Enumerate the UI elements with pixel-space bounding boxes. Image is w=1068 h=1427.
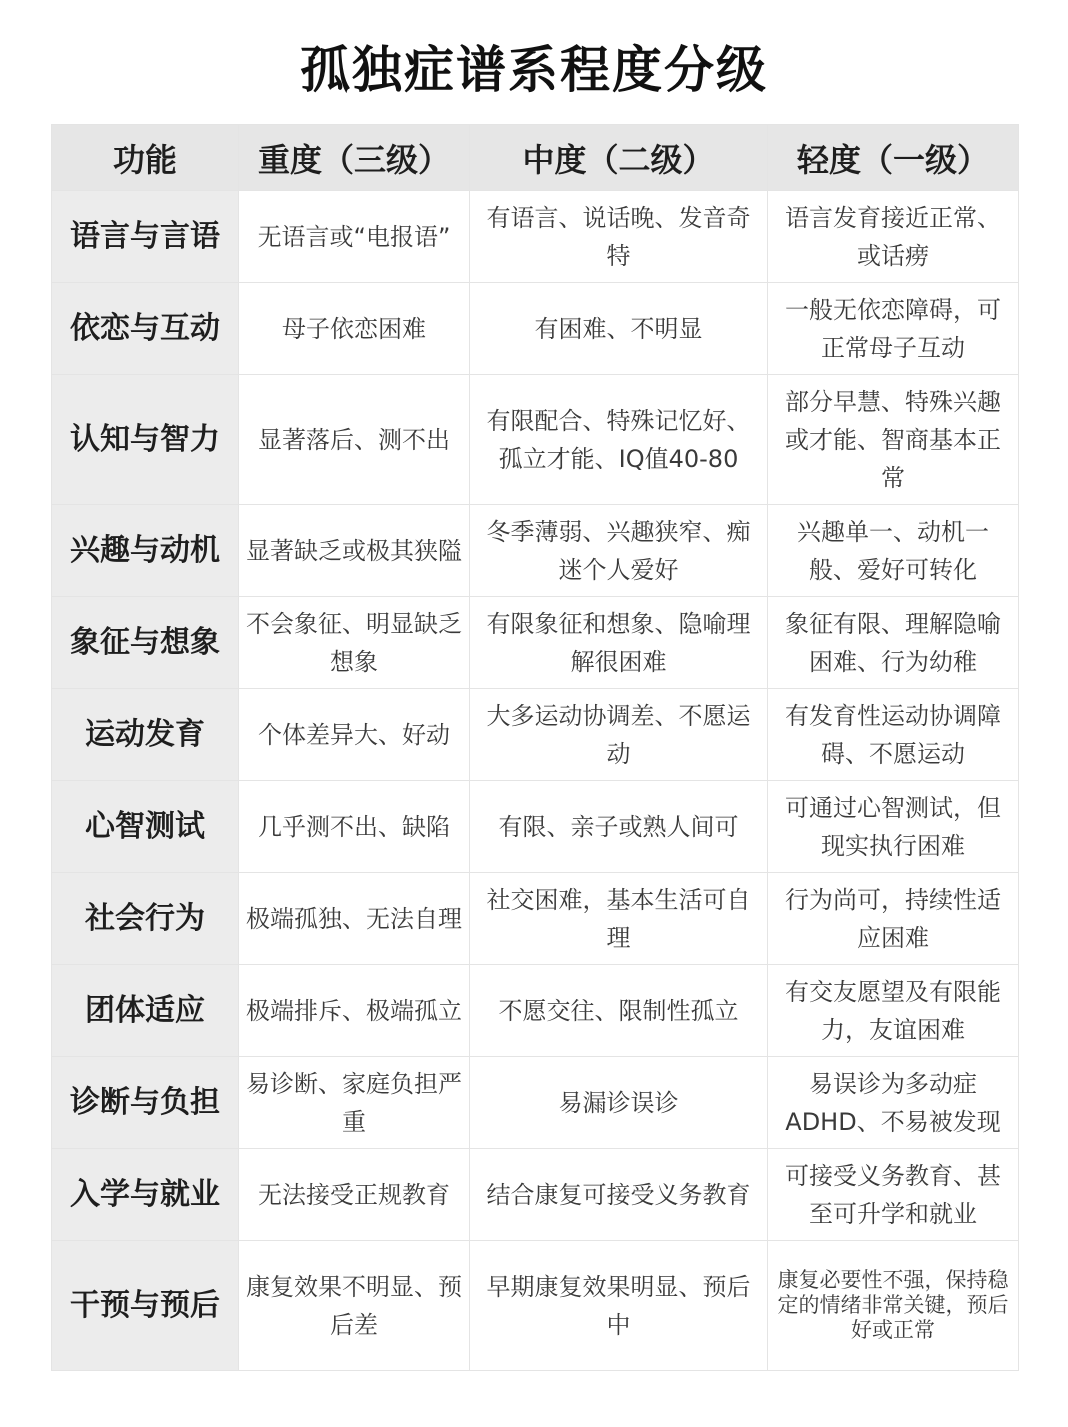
column-header-moderate: 中度（二级）	[470, 125, 768, 191]
column-header-severe: 重度（三级）	[239, 125, 470, 191]
table-row	[52, 505, 1019, 597]
table-header-row	[52, 125, 1019, 191]
moderate-cell: 有语言、说话晚、发音奇特	[470, 191, 768, 283]
mild-cell: 象征有限、理解隐喻困难、行为幼稚	[768, 597, 1019, 689]
function-cell: 社会行为	[52, 873, 239, 965]
function-cell: 心智测试	[52, 781, 239, 873]
severe-cell: 显著缺乏或极其狭隘	[239, 505, 470, 597]
moderate-cell: 不愿交往、限制性孤立	[470, 965, 768, 1057]
mild-cell: 语言发育接近正常、或话痨	[768, 191, 1019, 283]
table-row	[52, 597, 1019, 689]
column-header-function: 功能	[52, 125, 239, 191]
mild-cell: 康复必要性不强，保持稳定的情绪非常关键，预后好或正常	[768, 1241, 1019, 1371]
severe-cell: 母子依恋困难	[239, 283, 470, 375]
table-row	[52, 781, 1019, 873]
function-cell: 团体适应	[52, 965, 239, 1057]
moderate-cell: 有限象征和想象、隐喻理解很困难	[470, 597, 768, 689]
mild-cell: 易误诊为多动症ADHD、不易被发现	[768, 1057, 1019, 1149]
function-cell: 依恋与互动	[52, 283, 239, 375]
mild-cell: 一般无依恋障碍，可正常母子互动	[768, 283, 1019, 375]
moderate-cell: 易漏诊误诊	[470, 1057, 768, 1149]
moderate-cell: 有限、亲子或熟人间可	[470, 781, 768, 873]
severe-cell: 不会象征、明显缺乏想象	[239, 597, 470, 689]
mild-cell: 部分早慧、特殊兴趣或才能、智商基本正常	[768, 375, 1019, 505]
moderate-cell: 结合康复可接受义务教育	[470, 1149, 768, 1241]
severe-cell: 几乎测不出、缺陷	[239, 781, 470, 873]
table-row	[52, 965, 1019, 1057]
table-row	[52, 1149, 1019, 1241]
table-row	[52, 375, 1019, 505]
moderate-cell: 大多运动协调差、不愿运动	[470, 689, 768, 781]
moderate-cell: 冬季薄弱、兴趣狭窄、痴迷个人爱好	[470, 505, 768, 597]
moderate-cell: 早期康复效果明显、预后中	[470, 1241, 768, 1371]
table-row	[52, 1241, 1019, 1371]
mild-cell: 可接受义务教育、甚至可升学和就业	[768, 1149, 1019, 1241]
severe-cell: 极端排斥、极端孤立	[239, 965, 470, 1057]
function-cell: 干预与预后	[52, 1241, 239, 1371]
function-cell: 运动发育	[52, 689, 239, 781]
severe-cell: 显著落后、测不出	[239, 375, 470, 505]
severe-cell: 极端孤独、无法自理	[239, 873, 470, 965]
table-row	[52, 689, 1019, 781]
function-cell: 语言与言语	[52, 191, 239, 283]
function-cell: 象征与想象	[52, 597, 239, 689]
moderate-cell: 社交困难，基本生活可自理	[470, 873, 768, 965]
column-header-mild: 轻度（一级）	[768, 125, 1019, 191]
table-row	[52, 283, 1019, 375]
severe-cell: 无法接受正规教育	[239, 1149, 470, 1241]
mild-cell: 有发育性运动协调障碍、不愿运动	[768, 689, 1019, 781]
table-row	[52, 873, 1019, 965]
function-cell: 诊断与负担	[52, 1057, 239, 1149]
mild-cell: 兴趣单一、动机一般、爱好可转化	[768, 505, 1019, 597]
function-cell: 入学与就业	[52, 1149, 239, 1241]
mild-cell: 可通过心智测试，但现实执行困难	[768, 781, 1019, 873]
moderate-cell: 有限配合、特殊记忆好、孤立才能、IQ值40-80	[470, 375, 768, 505]
mild-cell: 有交友愿望及有限能力，友谊困难	[768, 965, 1019, 1057]
function-cell: 认知与智力	[52, 375, 239, 505]
moderate-cell: 有困难、不明显	[470, 283, 768, 375]
page-title: 孤独症谱系程度分级	[300, 41, 768, 99]
severity-table	[51, 124, 1019, 1371]
mild-cell: 行为尚可，持续性适应困难	[768, 873, 1019, 965]
table-row	[52, 191, 1019, 283]
severe-cell: 康复效果不明显、预后差	[239, 1241, 470, 1371]
severe-cell: 易诊断、家庭负担严重	[239, 1057, 470, 1149]
severe-cell: 无语言或“电报语”	[239, 191, 470, 283]
severe-cell: 个体差异大、好动	[239, 689, 470, 781]
function-cell: 兴趣与动机	[52, 505, 239, 597]
table-row	[52, 1057, 1019, 1149]
